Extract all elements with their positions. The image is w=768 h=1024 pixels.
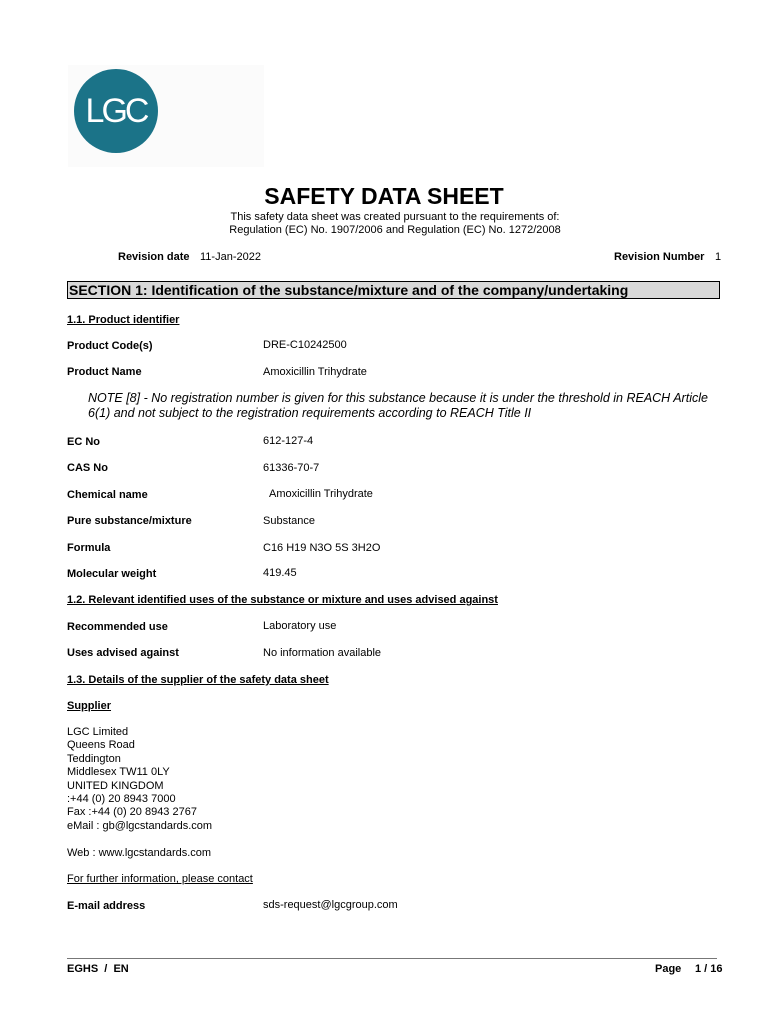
product-code-label: Product Code(s) bbox=[67, 340, 153, 352]
uses-advised-against-label: Uses advised against bbox=[67, 647, 179, 659]
address-line: UNITED KINGDOM bbox=[67, 779, 164, 792]
recommended-use-value: Laboratory use bbox=[263, 620, 337, 632]
supplier-address bbox=[67, 726, 212, 833]
email-address-value: sds-request@lgcgroup.com bbox=[263, 899, 398, 911]
document-title: SAFETY DATA SHEET bbox=[264, 183, 504, 209]
address-line: LGC Limited bbox=[67, 726, 129, 738]
ec-no-label: EC No bbox=[67, 436, 100, 448]
section-1-header: SECTION 1: Identification of the substance/mixture and of the company/undertaking bbox=[67, 281, 720, 299]
product-name-value: Amoxicillin Trihydrate bbox=[263, 366, 367, 378]
product-code-value: DRE-C10242500 bbox=[263, 339, 347, 351]
footer-divider bbox=[67, 958, 717, 959]
registration-note-line-1: NOTE [8] - No registration number is given for this substance because it is under the threshold in REACH Article bbox=[88, 391, 708, 405]
logo-circle bbox=[74, 69, 158, 153]
recommended-use-label: Recommended use bbox=[67, 621, 168, 633]
formula-label: Formula bbox=[67, 542, 111, 554]
substance-mixture-label: Pure substance/mixture bbox=[67, 515, 192, 527]
footer-language: EGHS / EN bbox=[67, 963, 129, 975]
molecular-weight-label: Molecular weight bbox=[67, 568, 157, 580]
email-address-label: E-mail address bbox=[67, 900, 146, 912]
registration-note bbox=[88, 391, 728, 421]
company-logo bbox=[68, 65, 264, 167]
product-name-label: Product Name bbox=[67, 366, 142, 378]
subsection-1-1-heading: 1.1. Product identifier bbox=[67, 314, 180, 326]
revision-number-value: 1 bbox=[715, 251, 722, 263]
ec-no-value: 612-127-4 bbox=[263, 435, 314, 447]
subtitle-line-1: This safety data sheet was created pursuant to the requirements of: bbox=[230, 211, 560, 223]
subsection-1-3-heading: 1.3. Details of the supplier of the safety data sheet bbox=[67, 674, 329, 686]
uses-advised-against-value: No information available bbox=[263, 647, 382, 659]
chemical-name-value: Amoxicillin Trihydrate bbox=[269, 488, 373, 500]
molecular-weight-value: 419.45 bbox=[263, 567, 297, 579]
cas-no-value: 61336-70-7 bbox=[263, 462, 320, 474]
supplier-label: Supplier bbox=[67, 700, 112, 712]
chemical-name-label: Chemical name bbox=[67, 489, 148, 501]
revision-number-label: Revision Number bbox=[614, 251, 705, 263]
logo-text: LGC bbox=[85, 91, 147, 130]
cas-no-label: CAS No bbox=[67, 462, 108, 474]
subtitle-line-2: Regulation (EC) No. 1907/2006 and Regulation (EC) No. 1272/2008 bbox=[229, 224, 561, 236]
address-line: Teddington bbox=[67, 752, 121, 765]
substance-mixture-value: Substance bbox=[263, 515, 315, 527]
subsection-1-2-heading: 1.2. Relevant identified uses of the substance or mixture and uses advised against bbox=[67, 594, 498, 606]
address-line: Middlesex TW11 0LY bbox=[67, 766, 170, 779]
fax-line: Fax :+44 (0) 20 8943 2767 bbox=[67, 806, 197, 819]
email-line: eMail : gb@lgcstandards.com bbox=[67, 819, 213, 832]
revision-date-value: 11-Jan-2022 bbox=[200, 251, 261, 263]
footer-page-label: Page bbox=[655, 963, 682, 975]
revision-date-label: Revision date bbox=[118, 251, 190, 263]
website-line: Web : www.lgcstandards.com bbox=[67, 847, 212, 859]
registration-note-line-2: 6(1) and not subject to the registration requirements according to REACH Title II bbox=[88, 406, 532, 420]
further-info-label: For further information, please contact bbox=[67, 873, 253, 885]
formula-value: C16 H19 N3O 5S 3H2O bbox=[263, 542, 381, 554]
address-line: Queens Road bbox=[67, 739, 135, 752]
phone-line: :+44 (0) 20 8943 7000 bbox=[67, 793, 176, 806]
footer-page-number: 1 / 16 bbox=[695, 963, 723, 975]
